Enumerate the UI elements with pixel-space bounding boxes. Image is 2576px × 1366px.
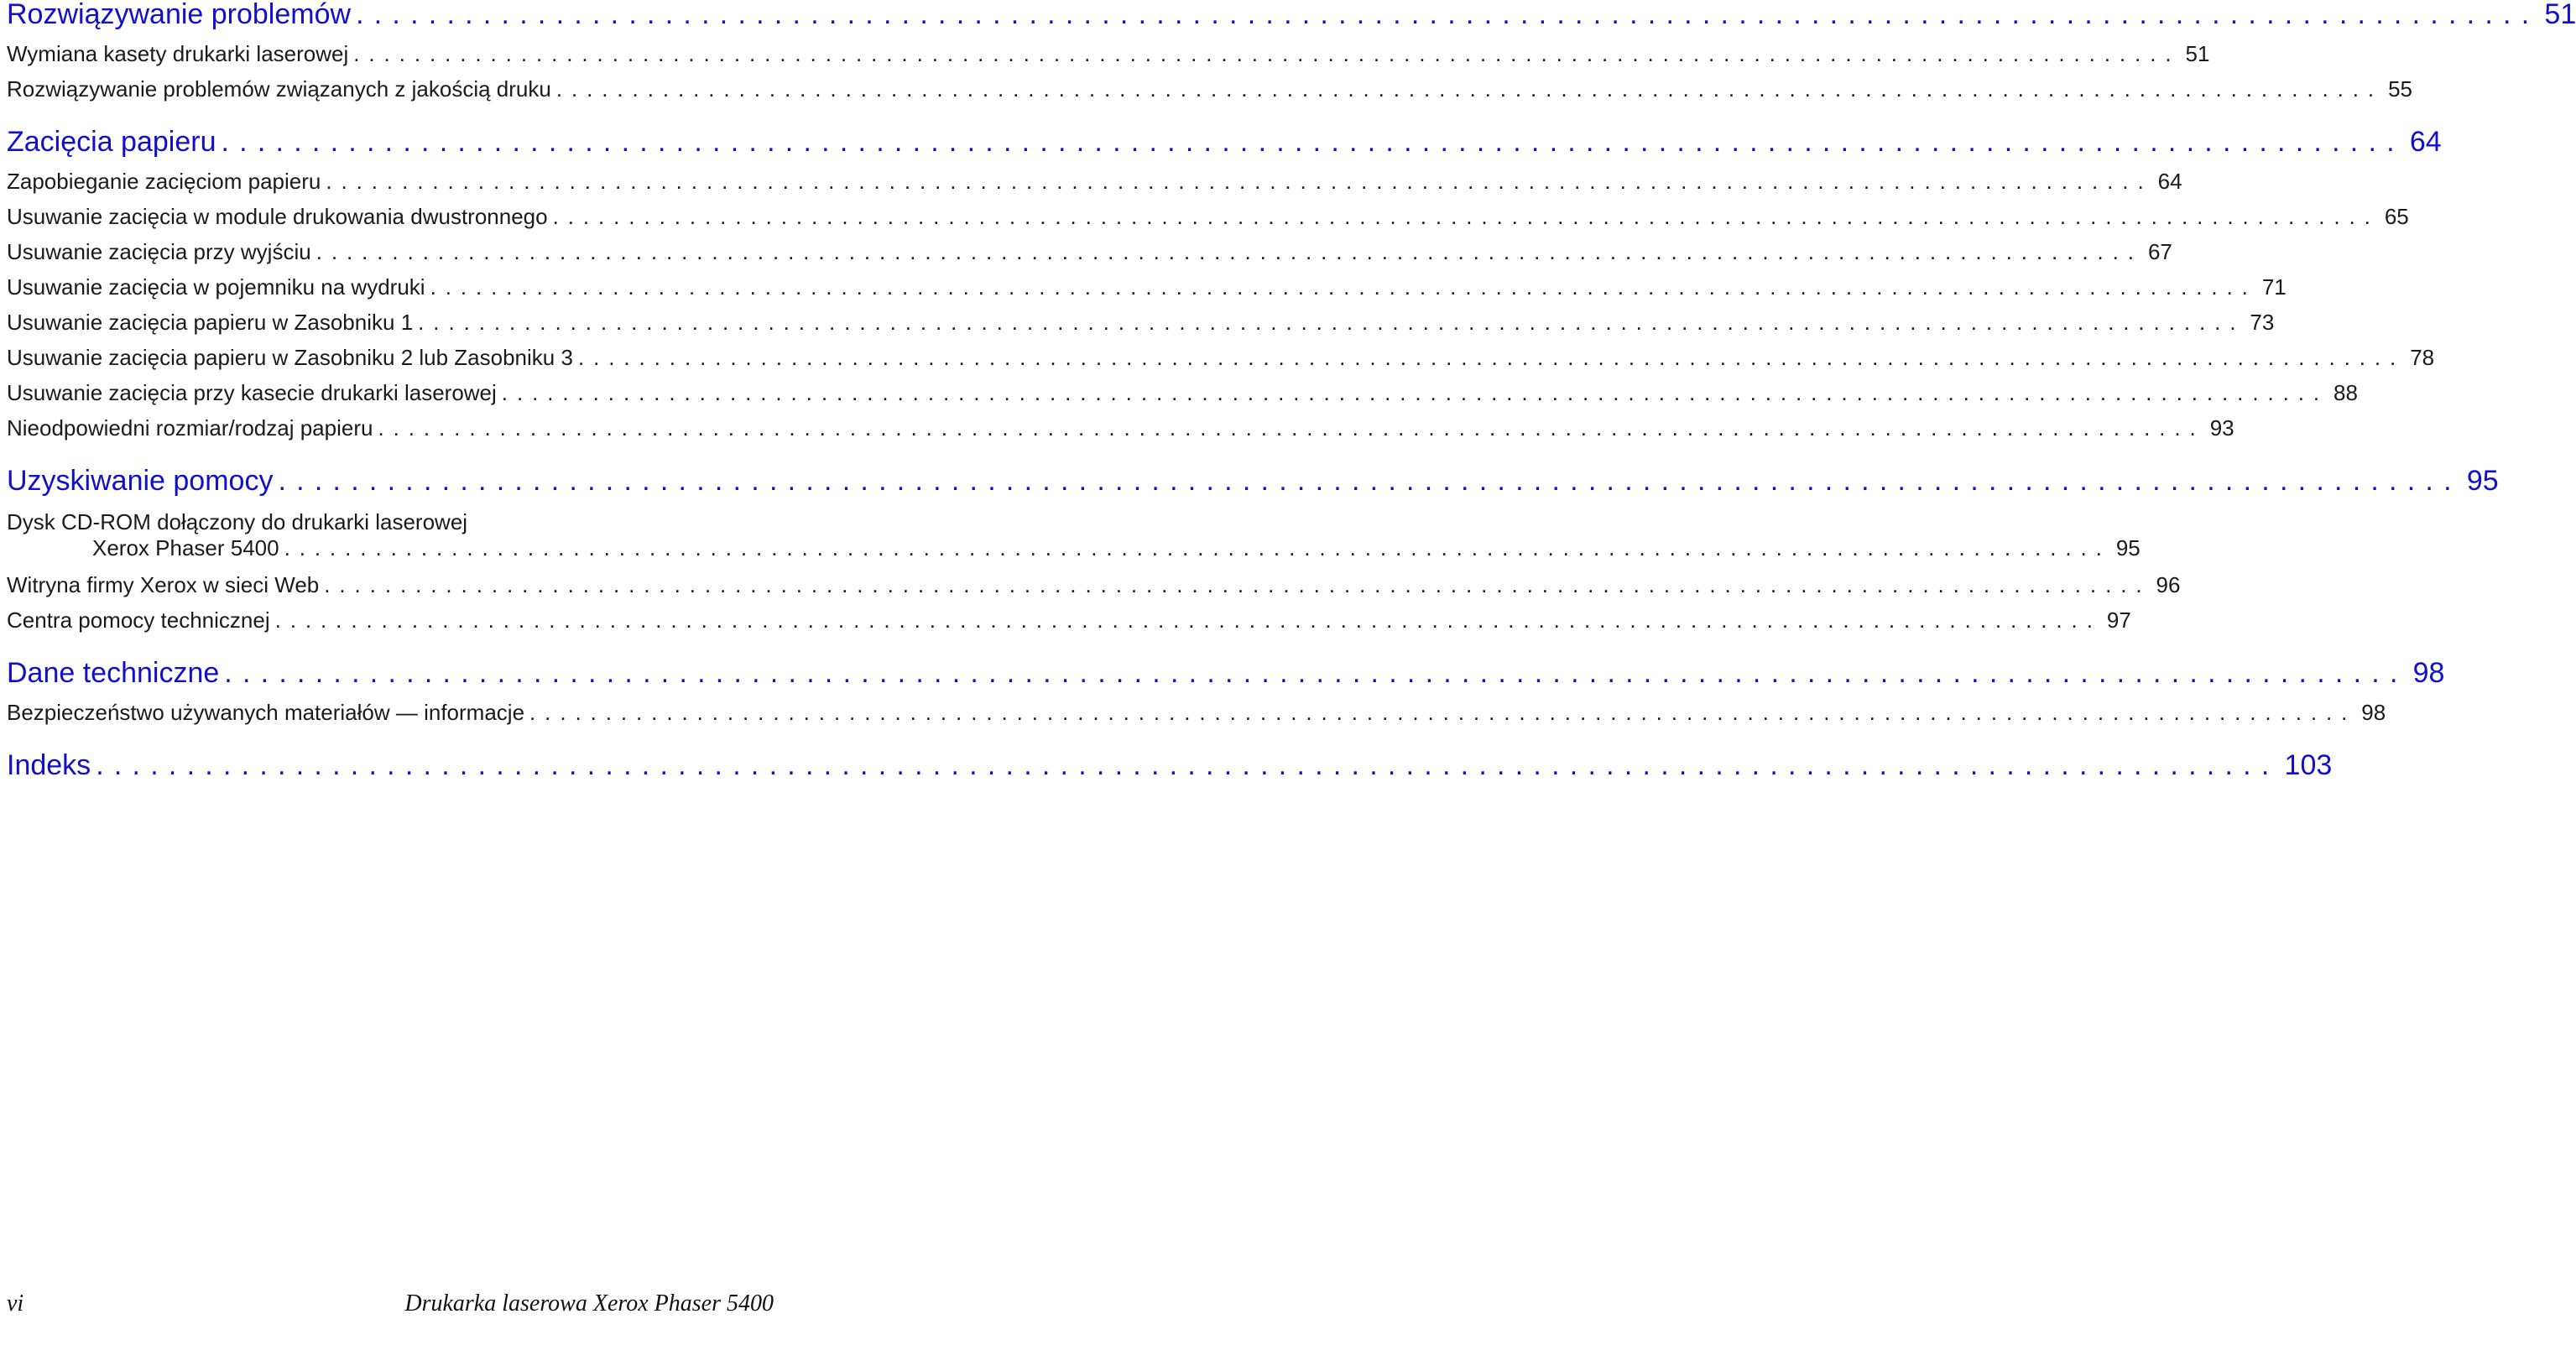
- item-title-line1: Dysk CD-ROM dołączony do drukarki laserowej: [7, 509, 468, 534]
- item-title: Witryna firmy Xerox w sieci Web: [7, 572, 320, 597]
- page-footer: [0, 1290, 806, 1324]
- item-page-number: 73: [2250, 310, 2275, 335]
- item-title: Usuwanie zacięcia w pojemniku na wydruki: [7, 274, 425, 300]
- dot-leader: ........................................................................................................................: [326, 169, 2153, 194]
- item-title: Zapobieganie zacięciom papieru: [7, 169, 321, 194]
- dot-leader: ........................................................................................................................: [278, 465, 2462, 497]
- toc-item-entry[interactable]: [7, 204, 2409, 240]
- toc-item-entry[interactable]: [7, 345, 2435, 381]
- toc-item-entry[interactable]: [7, 41, 2210, 77]
- dot-leader: ........................................................................................................................: [284, 535, 2111, 560]
- dot-leader: ........................................................................................................................: [221, 126, 2405, 158]
- dot-leader: ........................................................................................................................: [552, 204, 2380, 229]
- chapter-title: Dane techniczne: [7, 657, 220, 689]
- toc-item-entry[interactable]: [7, 700, 2386, 736]
- item-page-number: 93: [2209, 415, 2234, 441]
- toc-item-entry[interactable]: [7, 76, 2413, 112]
- footer-page-number: vi: [7, 1290, 24, 1316]
- toc-item-entry[interactable]: [7, 380, 2358, 416]
- chapter-title: Zacięcia papieru: [7, 126, 216, 158]
- chapter-page-number: 95: [2466, 465, 2499, 497]
- item-page-number: 95: [2115, 535, 2141, 560]
- item-page-number: 64: [2157, 169, 2182, 194]
- dot-leader: ........................................................................................................................: [96, 749, 2280, 781]
- item-page-number: 96: [2156, 572, 2181, 597]
- dot-leader: ........................................................................................................................: [430, 274, 2257, 300]
- toc-item-entry[interactable]: [7, 508, 2141, 573]
- item-title: Bezpieczeństwo używanych materiałów — informacje: [7, 700, 525, 725]
- toc-chapter-entry[interactable]: [7, 465, 2499, 508]
- toc-item-entry[interactable]: [7, 274, 2287, 310]
- item-title: Rozwiązywanie problemów związanych z jakością druku: [7, 76, 551, 102]
- dot-leader: ........................................................................................................................: [324, 572, 2151, 597]
- toc-chapter-entry[interactable]: [7, 0, 2576, 42]
- item-page-number: 88: [2334, 380, 2358, 405]
- toc-item-entry[interactable]: [7, 572, 2181, 608]
- dot-leader: ........................................................................................................................: [224, 657, 2408, 689]
- item-title: Usuwanie zacięcia papieru w Zasobniku 1: [7, 310, 414, 335]
- item-page-number: 51: [2185, 41, 2210, 66]
- dot-leader: ........................................................................................................................: [555, 76, 2384, 102]
- dot-leader: ........................................................................................................................: [274, 607, 2102, 633]
- item-page-number: 78: [2410, 345, 2435, 370]
- item-title: Usuwanie zacięcia w module drukowania dwustronnego: [7, 204, 548, 229]
- toc-item-entry[interactable]: [7, 310, 2275, 346]
- toc-chapter-entry[interactable]: [7, 657, 2445, 701]
- item-title-line2: Xerox Phaser 5400: [92, 535, 279, 560]
- toc-chapter-entry[interactable]: [7, 126, 2442, 169]
- footer-book-title: Drukarka laserowa Xerox Phaser 5400: [404, 1290, 774, 1316]
- item-page-number: 55: [2388, 76, 2413, 102]
- dot-leader: ........................................................................................................................: [529, 700, 2357, 725]
- item-title: Nieodpowiedni rozmiar/rodzaj papieru: [7, 415, 373, 441]
- toc-item-entry[interactable]: [7, 607, 2131, 644]
- item-page-number: 65: [2384, 204, 2409, 229]
- toc-item-entry[interactable]: [7, 169, 2182, 205]
- item-page-number: 97: [2106, 607, 2131, 633]
- chapter-page-number: 98: [2412, 657, 2445, 689]
- item-title: Usuwanie zacięcia przy kasecie drukarki laserowej: [7, 380, 497, 405]
- toc-item-entry[interactable]: [7, 239, 2172, 275]
- item-page-number: 67: [2147, 239, 2172, 264]
- dot-leader: ........................................................................................................................: [577, 345, 2406, 370]
- dot-leader: ........................................................................................................................: [353, 41, 2181, 66]
- item-title: Centra pomocy technicznej: [7, 607, 270, 633]
- dot-leader: ........................................................................................................................: [378, 415, 2205, 441]
- chapter-title: Indeks: [7, 749, 91, 781]
- chapter-page-number: 64: [2409, 126, 2442, 158]
- chapter-page-number: 103: [2284, 749, 2333, 781]
- item-page-number: 98: [2361, 700, 2386, 725]
- dot-leader: ........................................................................................................................: [315, 239, 2143, 264]
- item-title: Usuwanie zacięcia przy wyjściu: [7, 239, 311, 264]
- item-title: Wymiana kasety drukarki laserowej: [7, 41, 349, 66]
- chapter-title: Uzyskiwanie pomocy: [7, 465, 274, 497]
- chapter-page-number: 51: [2544, 0, 2576, 30]
- item-page-number: 71: [2261, 274, 2287, 300]
- item-title: Usuwanie zacięcia papieru w Zasobniku 2 lub Zasobniku 3: [7, 345, 573, 370]
- table-of-contents: [7, 0, 2576, 793]
- toc-chapter-entry[interactable]: [7, 749, 2333, 793]
- toc-item-entry[interactable]: [7, 415, 2234, 451]
- dot-leader: ........................................................................................................................: [501, 380, 2329, 405]
- chapter-title: Rozwiązywanie problemów: [7, 0, 352, 30]
- dot-leader: ........................................................................................................................: [418, 310, 2245, 335]
- dot-leader: ........................................................................................................................: [356, 0, 2540, 30]
